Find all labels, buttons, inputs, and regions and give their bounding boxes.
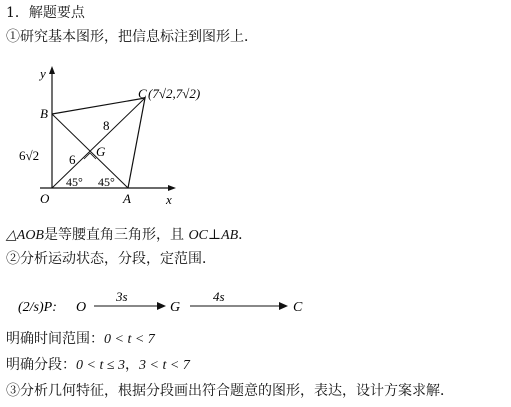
- y-axis-label: y: [40, 66, 46, 81]
- time-range-expression: 0 < t < 7: [104, 332, 155, 347]
- point-g-label: G: [96, 144, 106, 159]
- motion-mid-g: G: [170, 300, 181, 315]
- point-a-label: A: [123, 191, 131, 206]
- segment-2-expression: 3 < t < 7: [139, 358, 190, 373]
- origin-label: O: [40, 191, 50, 206]
- segment-1-expression: 0 < t ≤ 3: [76, 358, 126, 373]
- length-ob-label: 6√2: [19, 148, 40, 163]
- segments-separator: ，: [125, 357, 140, 373]
- segment-oc: OC: [188, 228, 208, 243]
- x-axis-label: x: [166, 192, 172, 207]
- step-1-text: ①研究基本图形，把信息标注到图形上．: [6, 29, 258, 45]
- segments-prefix: 明确分段：: [6, 357, 76, 373]
- point-c-label: C: [138, 86, 147, 101]
- time-range-line: [6, 330, 155, 349]
- heading: 1．解题要点: [6, 5, 85, 21]
- segment-ab: AB: [221, 228, 239, 243]
- conclusion-text: 是等腰直角三角形，且: [43, 227, 184, 243]
- step-3-text: ③分析几何特征，根据分段画出符合题意的图形，表达，设计方案求解．: [6, 383, 454, 399]
- angle-o-label: 45°: [66, 175, 83, 189]
- point-c-coordinates: (7√2,7√2): [148, 86, 201, 101]
- perpendicular-symbol: ⊥: [207, 227, 222, 243]
- length-gc-label: 8: [103, 118, 110, 133]
- motion-label: (2/s)P:: [18, 300, 57, 315]
- arrow-1-duration: 3s: [116, 289, 128, 304]
- arrow-2-duration: 4s: [213, 289, 225, 304]
- step-2-text: ②分析运动状态，分段，定范围．: [6, 251, 216, 267]
- triangle-aob: △AOB: [6, 228, 44, 243]
- length-og-label: 6: [69, 152, 76, 167]
- motion-start-o: O: [76, 300, 87, 315]
- conclusion-end: ．: [238, 227, 253, 243]
- motion-end-c: C: [293, 300, 303, 315]
- time-range-prefix: 明确时间范围：: [6, 331, 104, 347]
- point-b-label: B: [40, 106, 48, 121]
- segments-line: [6, 356, 190, 375]
- angle-a-label: 45°: [98, 175, 115, 189]
